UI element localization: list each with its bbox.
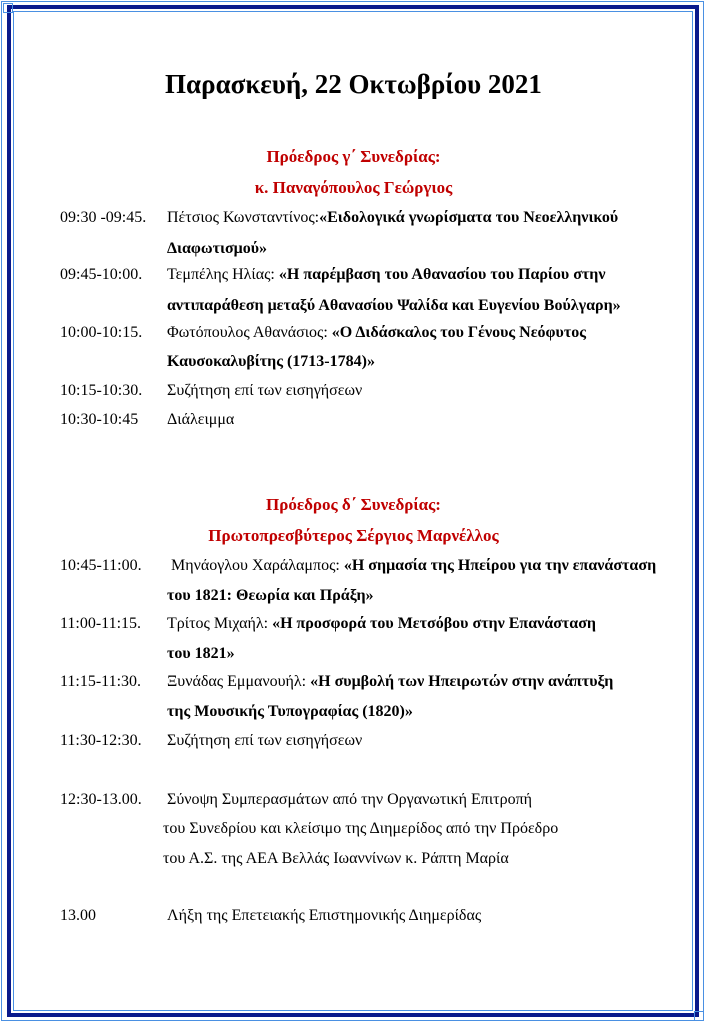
item-desc: Διάλειμμα xyxy=(167,411,235,428)
item-desc: Λήξη της Επετειακής Επιστημονικής Διημερίδας xyxy=(167,907,482,924)
talk-title-cont: του 1821» xyxy=(167,645,235,662)
item-time: 09:30 -09:45. xyxy=(60,209,147,226)
item-time: 12:30-13.00. xyxy=(60,791,142,808)
item-desc xyxy=(167,672,613,692)
session-c-chair-name: κ. Παναγόπουλος Γεώργιος xyxy=(254,178,453,197)
corner-ornament xyxy=(694,1011,704,1021)
item-time: 11:30-12:30. xyxy=(60,732,142,749)
talk-title-cont: Καυσοκαλυβίτης (1713-1784)» xyxy=(167,353,375,370)
item-desc: Συζήτηση επί των εισηγήσεων xyxy=(167,382,363,399)
session-c-chair-label: Πρόεδρος γ΄ Συνεδρίας: xyxy=(266,147,441,166)
item-time: 11:15-11:30. xyxy=(60,673,142,690)
talk-title: «Ειδολογικά γνωρίσματα του Νεοελληνικού xyxy=(319,209,619,226)
talk-title: «Η συμβολή των Ηπειρωτών στην ανάπτυξη xyxy=(310,673,614,690)
item-desc xyxy=(167,614,596,634)
item-desc xyxy=(167,208,618,228)
item-time: 10:15-10:30. xyxy=(60,382,143,399)
corner-ornament xyxy=(3,3,13,13)
talk-title: «Η σημασία της Ηπείρου για την επανάσταση xyxy=(343,557,657,574)
page-title: Παρασκευή, 22 Οκτωβρίου 2021 xyxy=(165,69,542,99)
talk-title: «Η παρέμβαση του Αθανασίου του Παρίου στην xyxy=(278,266,606,283)
closing-line: του Συνεδρίου και κλείσιμο της Διημερίδος από την Πρόεδρο xyxy=(163,820,559,837)
speaker: Φωτόπουλος Αθανάσιος: xyxy=(167,324,332,341)
talk-title-cont: της Μουσικής Τυπογραφίας (1820)» xyxy=(167,703,413,720)
item-desc xyxy=(167,265,606,285)
item-time: 13.00 xyxy=(60,907,96,924)
talk-title: «Η προσφορά του Μετσόβου στην Επανάσταση xyxy=(272,615,596,632)
session-d-chair-name: Πρωτοπρεσβύτερος Σέργιος Μαρνέλλος xyxy=(208,526,499,545)
speaker: Τεμπέλης Ηλίας: xyxy=(167,266,279,283)
session-d-chair-label: Πρόεδρος δ΄ Συνεδρίας: xyxy=(266,495,441,514)
item-desc: Σύνοψη Συμπερασμάτων από την Οργανωτική Επιτροπή xyxy=(167,791,533,808)
closing-line: του Α.Σ. της ΑΕΑ Βελλάς Ιωαννίνων κ. Ράπτη Μαρία xyxy=(163,850,509,867)
talk-title-cont: αντιπαράθεση μεταξύ Αθανασίου Ψαλίδα και Ευγενίου Βούλγαρη» xyxy=(167,297,621,314)
talk-title: «Ο Διδάσκαλος του Γένους Νεόφυτος xyxy=(331,324,586,341)
talk-title-cont: Διαφωτισμού» xyxy=(167,240,268,257)
speaker: Τρίτος Μιχαήλ: xyxy=(167,615,273,632)
speaker: Μηνάογλου Χαράλαμπος: xyxy=(171,557,344,574)
item-time: 10:30-10:45 xyxy=(60,411,139,428)
item-desc xyxy=(171,556,656,576)
item-desc xyxy=(167,323,586,343)
item-time: 10:00-10:15. xyxy=(60,324,143,341)
speaker: Ξυνάδας Εμμανουήλ: xyxy=(167,673,311,690)
item-time: 09:45-10:00. xyxy=(60,266,143,283)
item-desc: Συζήτηση επί των εισηγήσεων xyxy=(167,732,363,749)
speaker: Πέτσιος Κωνσταντίνος: xyxy=(167,209,320,226)
item-time: 10:45-11:00. xyxy=(60,557,142,574)
talk-title-cont: του 1821: Θεωρία και Πράξη» xyxy=(167,587,374,604)
item-time: 11:00-11:15. xyxy=(60,615,142,632)
